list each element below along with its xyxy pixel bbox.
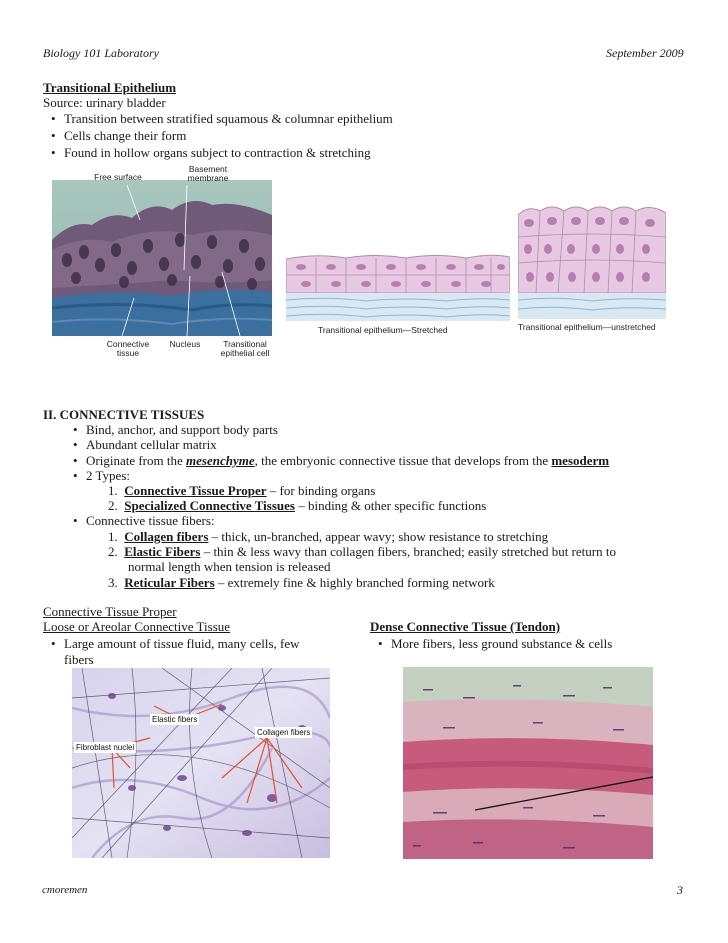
label-collagen-fibers: Collagen fibers [257,728,311,737]
type-num: 1. [108,483,118,498]
transitional-bullet-3: • Found in hollow organs subject to contraction & stretching [64,145,371,161]
type-term: Connective Tissue Proper [124,483,267,498]
bullet-3-pre: Originate from the [86,453,186,468]
label-basement-2: membrane [187,173,229,183]
areolar-micrograph [72,668,330,858]
type-item-2 [108,498,486,514]
transitional-bullet-1: • Transition between stratified squamous & columnar epithelium [64,111,393,127]
type-term: Specialized Connective Tissues [124,498,295,513]
dense-bullet-1: • More fibers, less ground substance & cells [391,636,612,652]
page-number: 3 [677,883,683,897]
fiber-term: Reticular Fibers [124,575,215,590]
fiber-num: 1. [108,529,118,544]
connective-title: II. CONNECTIVE TISSUES [43,407,205,422]
fiber-rest: – extremely fine & highly branched forming network [214,575,495,590]
transitional-bullet-2: • Cells change their form [64,128,186,144]
fiber-rest: – thick, un-branched, appear wavy; show resistance to stretching [208,529,549,544]
bullet-3-mid: , the embryonic connective tissue that develops from the [254,453,552,468]
label-stretched: Transitional epithelium—Stretched [318,325,448,335]
transitional-micrograph [52,180,272,336]
label-nucleus: Nucleus [169,339,201,349]
loose-bullet-1-cont: fibers [64,652,94,667]
label-connective-2: tissue [116,348,140,358]
fiber-term: Collagen fibers [124,529,209,544]
footer-author: cmoremen [42,884,88,896]
label-unstretched: Transitional epithelium—unstretched [518,322,656,332]
fiber-item-2-cont: normal length when tension is released [128,559,331,574]
fiber-num: 3. [108,575,118,590]
type-num: 2. [108,498,118,513]
label-free-surface: Free surface [94,172,142,182]
label-basement-1: Basement [188,164,228,174]
label-connective-1: Connective [106,339,150,349]
term-mesenchyme: mesenchyme [186,453,255,468]
loose-title: Loose or Areolar Connective Tissue [43,619,231,634]
header-course: Biology 101 Laboratory [43,46,159,60]
dense-title: Dense Connective Tissue (Tendon) [370,619,561,634]
tendon-micrograph [403,667,653,859]
loose-bullet-1: • Large amount of tissue fluid, many cells, few [64,636,300,652]
label-transitional-2: epithelial cell [220,348,270,358]
transitional-unstretched-drawing [518,203,666,319]
connective-bullet-3 [86,453,609,469]
transitional-title: Transitional Epithelium [43,80,177,95]
fiber-item-1 [108,529,548,545]
type-item-1 [108,483,375,499]
fiber-num: 2. [108,544,118,559]
fiber-item-3 [108,575,495,591]
connective-bullet-5: • Connective tissue fibers: [86,513,215,529]
type-rest: – binding & other specific functions [294,498,487,513]
label-transitional-1: Transitional [223,339,267,349]
label-fibroblast-nuclei: Fibroblast nuclei [76,743,135,752]
connective-bullet-2: • Abundant cellular matrix [86,437,217,453]
proper-title: Connective Tissue Proper [43,604,177,619]
fiber-item-2 [108,544,616,560]
transitional-stretched-drawing [286,253,510,321]
header-date: September 2009 [606,46,684,60]
connective-bullet-4: • 2 Types: [86,468,130,484]
transitional-source: Source: urinary bladder [43,95,166,110]
label-elastic-fibers: Elastic fibers [152,715,198,724]
fiber-rest: – thin & less wavy than collagen fibers, branched; easily stretched but return to [200,544,616,559]
type-rest: – for binding organs [266,483,376,498]
connective-bullet-1: • Bind, anchor, and support body parts [86,422,278,438]
term-mesoderm: mesoderm [551,453,610,468]
fiber-term: Elastic Fibers [124,544,201,559]
